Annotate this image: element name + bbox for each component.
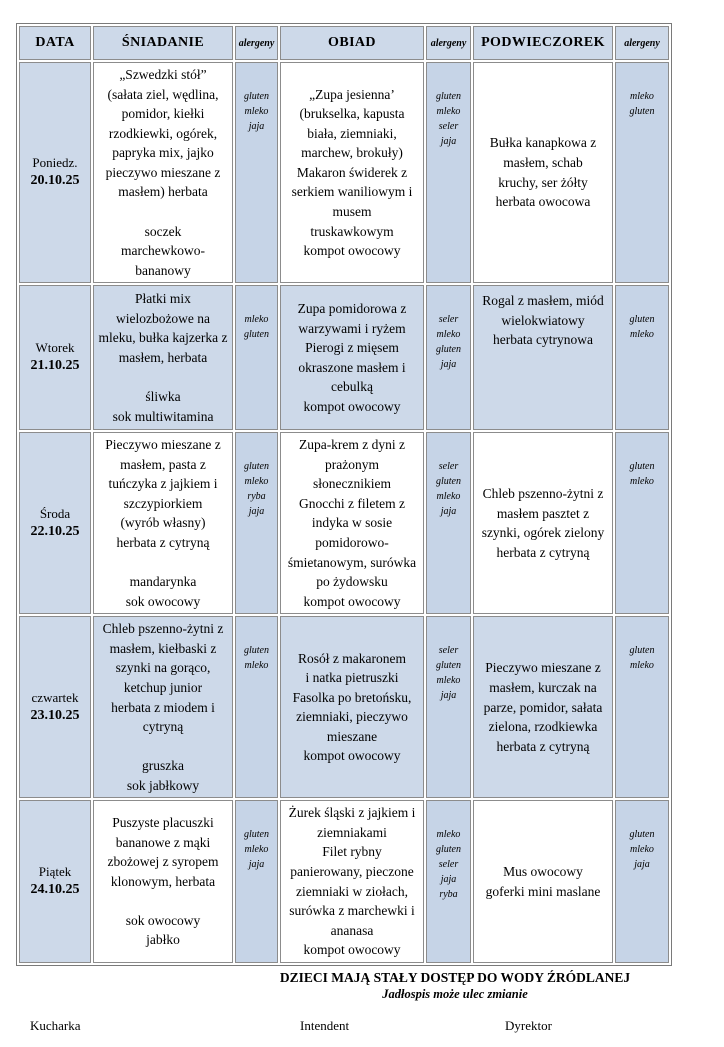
lunch-cell: Rosół z makaronem i natka pietruszki Fasolka po bretońsku, ziemniaki, pieczywo mieszane kompot owocowy xyxy=(280,616,424,798)
snack-cell: Bułka kanapkowa z masłem, schab kruchy, ser żółty herbata owocowa xyxy=(473,62,613,283)
breakfast-cell: Puszyste placuszki bananowe z mąki zbożowej z syropem klonowym, herbata sok owocowy jabłko xyxy=(93,800,233,963)
breakfast-cell: Chleb pszenno-żytni z masłem, kiełbaski z szynki na gorąco, ketchup junior herbata z miodem i cytryną gruszka sok jabłkowy xyxy=(93,616,233,798)
header-breakfast: ŚNIADANIE xyxy=(93,26,233,60)
signature-director: Dyrektor xyxy=(505,1017,552,1033)
lunch-allergens-cell: seler mleko gluten jaja xyxy=(426,285,471,430)
day-label: Środa xyxy=(39,506,71,521)
date-value: 22.10.25 xyxy=(30,523,80,539)
menu-row-friday xyxy=(19,800,669,963)
date-cell xyxy=(19,285,91,430)
signature-steward: Intendent xyxy=(300,1017,350,1033)
signature-cook: Kucharka xyxy=(30,1017,81,1033)
header-data: DATA xyxy=(19,26,91,60)
footer-note xyxy=(240,970,670,1002)
breakfast-allergens-cell: gluten mleko xyxy=(235,616,278,798)
weekly-menu-table xyxy=(16,23,672,966)
header-allergens-1: alergeny xyxy=(235,26,278,60)
snack-allergens-cell: gluten mleko xyxy=(615,285,669,430)
lunch-cell: Zupa pomidorowa z warzywami i ryżem Pierogi z mięsem okraszone masłem i cebulką kompot owocowy xyxy=(280,285,424,430)
menu-page xyxy=(0,23,724,1047)
header-lunch: OBIAD xyxy=(280,26,424,60)
day-label: Poniedz. xyxy=(32,155,78,171)
date-value: 21.10.25 xyxy=(30,358,80,374)
lunch-cell: Zupa-krem z dyni z prażonym słonecznikiem Gnocchi z filetem z indyka w sosie pomidorowo- śmietanowym, surówka po żydowsku kompot owocowy xyxy=(280,432,424,614)
date-value: 20.10.25 xyxy=(30,172,80,188)
lunch-allergens-cell: seler gluten mleko jaja xyxy=(426,432,471,614)
breakfast-allergens-cell: gluten mleko jaja xyxy=(235,800,278,963)
snack-cell: Chleb pszenno-żytni z masłem pasztet z szynki, ogórek zielony herbata z cytryną xyxy=(473,432,613,614)
date-cell xyxy=(19,432,91,614)
snack-cell: Pieczywo mieszane z masłem, kurczak na parze, pomidor, sałata zielona, rzodkiewka herbata z cytryną xyxy=(473,616,613,798)
lunch-allergens-cell: seler gluten mleko jaja xyxy=(426,616,471,798)
header-row xyxy=(19,26,669,60)
lunch-cell: „Zupa jesienna’ (brukselka, kapusta biała, ziemniaki, marchew, brokuły) Makaron świderek z serkiem waniliowym i musem truskawkowym kompot owocowy xyxy=(280,62,424,283)
snack-allergens-cell: gluten mleko xyxy=(615,432,669,614)
header-allergens-2: alergeny xyxy=(426,26,471,60)
breakfast-allergens-cell: mleko gluten xyxy=(235,285,278,430)
lunch-allergens-cell: gluten mleko seler jaja xyxy=(426,62,471,283)
menu-change-note: Jadłospis może ulec zmianie xyxy=(382,986,528,1001)
breakfast-cell: Pieczywo mieszane z masłem, pasta z tuńczyka z jajkiem i szczypiorkiem (wyrób własny) herbata z cytryną mandarynka sok owocowy xyxy=(93,432,233,614)
lunch-cell: Żurek śląski z jajkiem i ziemniakami Filet rybny panierowany, pieczone ziemniaki w ziołach, surówka z marchewki i ananasa kompot owocowy xyxy=(280,800,424,963)
snack-cell: Mus owocowy goferki mini maslane xyxy=(473,800,613,963)
water-access-note: DZIECI MAJĄ STAŁY DOSTĘP DO WODY ŹRÓDLANEJ xyxy=(279,969,631,985)
breakfast-allergens-cell: gluten mleko ryba jaja xyxy=(235,432,278,614)
header-snack: PODWIECZOREK xyxy=(473,26,613,60)
breakfast-allergens-cell: gluten mleko jaja xyxy=(235,62,278,283)
day-label: czwartek xyxy=(31,690,79,706)
date-cell xyxy=(19,616,91,798)
date-value: 24.10.25 xyxy=(30,881,80,897)
snack-allergens-cell: gluten mleko xyxy=(615,616,669,798)
signature-line xyxy=(0,1018,724,1038)
menu-row-thursday xyxy=(19,616,669,798)
date-value: 23.10.25 xyxy=(30,707,80,723)
day-label: Piątek xyxy=(38,864,72,880)
breakfast-cell: „Szwedzki stół” (sałata ziel, wędlina, pomidor, kiełki rzodkiewki, ogórek, papryka mix, jajko pieczywo mieszane z masłem) herbata soczek marchewkowo- bananowy xyxy=(93,62,233,283)
breakfast-cell: Płatki mix wielozbożowe na mleku, bułka kajzerka z masłem, herbata śliwka sok multiwitamina xyxy=(93,285,233,430)
snack-allergens-cell: gluten mleko jaja xyxy=(615,800,669,963)
snack-cell: Rogal z masłem, miód wielokwiatowy herbata cytrynowa xyxy=(473,285,613,430)
date-cell xyxy=(19,800,91,963)
snack-allergens-cell: mleko gluten xyxy=(615,62,669,283)
header-allergens-3: alergeny xyxy=(615,26,669,60)
menu-row-tuesday xyxy=(19,285,669,430)
date-cell xyxy=(19,62,91,283)
menu-row-wednesday xyxy=(19,432,669,614)
day-label: Wtorek xyxy=(35,340,75,356)
menu-row-monday xyxy=(19,62,669,283)
lunch-allergens-cell: mleko gluten seler jaja ryba xyxy=(426,800,471,963)
